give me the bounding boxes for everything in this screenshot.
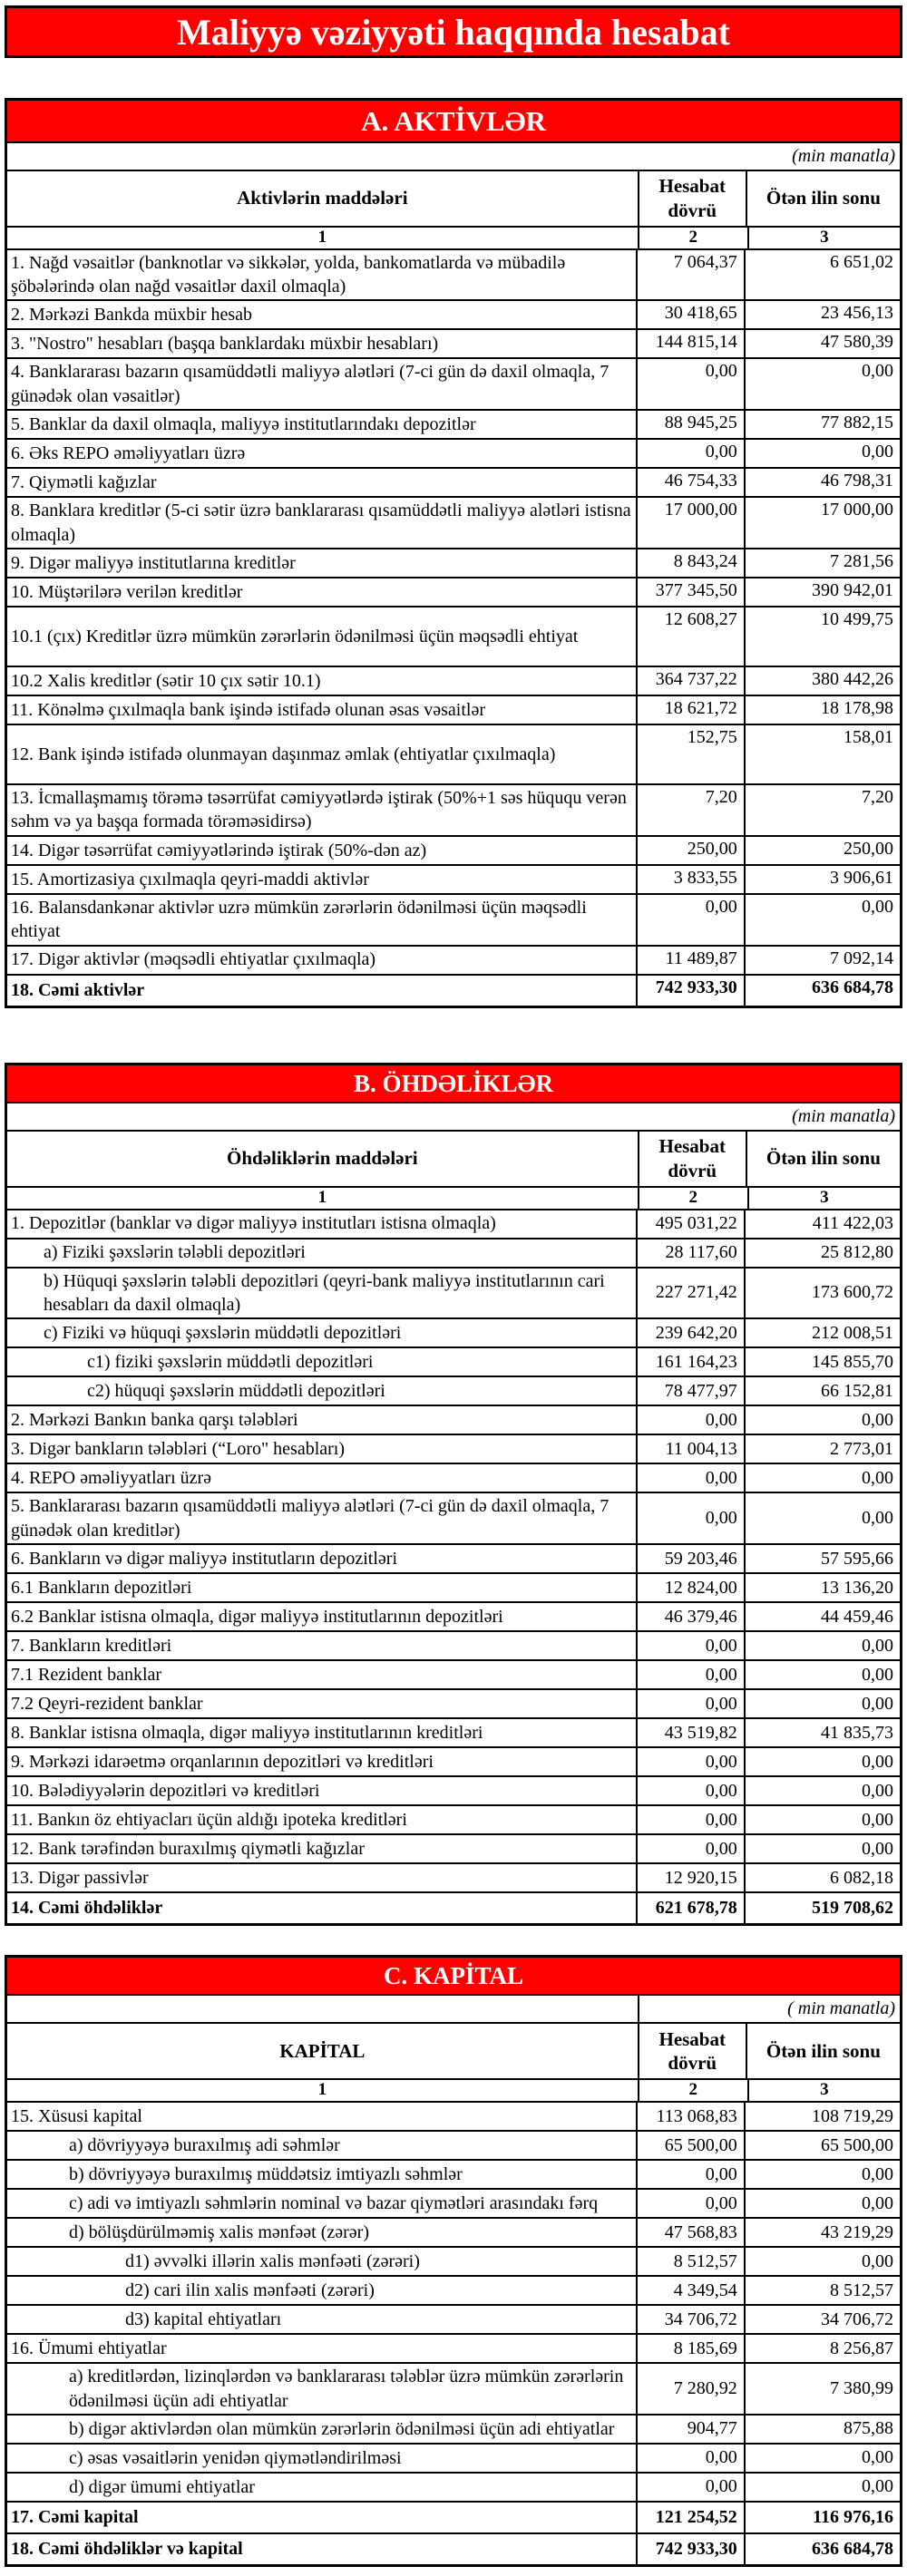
column-header-items: Öhdəliklərin maddələri — [7, 1132, 639, 1186]
table-row — [7, 2474, 900, 2503]
unit-row — [7, 1996, 900, 2024]
row-current-value: 621 678,78 — [638, 1893, 746, 1923]
row-current-value: 3 833,55 — [638, 866, 746, 893]
row-previous-value: 0,00 — [862, 2476, 893, 2497]
table-row — [7, 1835, 900, 1864]
table-row — [7, 1661, 900, 1690]
row-previous-value: 25 812,80 — [821, 1242, 893, 1263]
row-current-value: 8 185,69 — [638, 2335, 746, 2362]
row-previous-value: 3 906,61 — [830, 867, 893, 888]
row-label: 6. Bankların və digər maliyyə institutların depozitləri — [7, 1545, 638, 1572]
table-row — [7, 1269, 900, 1320]
row-label: 18. Cəmi aktivlər — [7, 976, 638, 1006]
row-current-value: 0,00 — [638, 1835, 746, 1862]
table-row — [7, 1493, 900, 1545]
row-previous-value: 7,20 — [862, 786, 893, 807]
row-label: 2. Mərkəzi Bankda müxbir hesab — [7, 301, 638, 328]
table-row — [7, 947, 900, 976]
row-current-value: 904,77 — [638, 2416, 746, 2443]
table-row — [7, 578, 900, 608]
section-assets — [5, 98, 902, 1008]
section-capital — [5, 1955, 902, 2567]
row-previous-value: 44 459,46 — [821, 1606, 893, 1627]
row-current-value: 742 933,30 — [638, 976, 746, 1006]
row-label: 15. Amortizasiya çıxılmaqla qeyri-maddi aktivlər — [7, 866, 638, 893]
row-previous-value: 77 882,15 — [821, 413, 893, 433]
row-previous-value: 17 000,00 — [821, 500, 893, 520]
table-row — [7, 250, 900, 302]
row-label: d) bölüşdürülməmiş xalis mənfəət (zərər) — [7, 2219, 638, 2246]
table-row — [7, 2190, 900, 2219]
row-current-value: 7,20 — [638, 785, 746, 835]
table-row — [7, 837, 900, 866]
row-current-value: 0,00 — [638, 1748, 746, 1775]
row-current-value: 4 349,54 — [638, 2277, 746, 2304]
table-row — [7, 498, 900, 549]
row-current-value: 8 843,24 — [638, 549, 746, 577]
table-row — [7, 1893, 900, 1923]
row-current-value: 65 500,00 — [638, 2132, 746, 2159]
column-number: 1 — [7, 228, 639, 248]
row-current-value: 8 512,57 — [638, 2248, 746, 2275]
row-label: 14. Cəmi öhdəliklər — [7, 1893, 638, 1923]
row-label: 14. Digər təsərrüfat cəmiyyətlərində iştirak (50%-dən az) — [7, 837, 638, 864]
row-label: 7. Qiymətli kağızlar — [7, 469, 638, 496]
row-previous-value: 18 178,98 — [821, 697, 893, 718]
row-previous-value: 0,00 — [862, 1409, 893, 1430]
row-previous-value: 0,00 — [862, 1693, 893, 1714]
row-label: 15. Xüsusi kapital — [7, 2103, 638, 2130]
row-previous-value: 7 281,56 — [830, 550, 893, 571]
row-current-value: 59 203,46 — [638, 1545, 746, 1572]
table-row — [7, 667, 900, 696]
column-number: 1 — [7, 2080, 639, 2101]
row-current-value: 28 117,60 — [638, 1239, 746, 1267]
table-row — [7, 440, 900, 469]
row-previous-value: 636 684,78 — [812, 977, 893, 997]
table-body — [7, 250, 900, 1006]
row-previous-value: 7 380,99 — [830, 2378, 893, 2399]
row-current-value: 0,00 — [638, 1493, 746, 1543]
row-label: 8. Banklara kreditlər (5-ci sətir üzrə banklararası qısamüddətli maliyyə alətləri istisna olmaqla) — [7, 498, 638, 548]
row-label: 7.1 Rezident banklar — [7, 1661, 638, 1688]
unit-label: ( min manatla) — [787, 1998, 895, 2019]
row-current-value: 18 621,72 — [638, 696, 746, 724]
row-previous-value: 7 092,14 — [830, 948, 893, 968]
table-row — [7, 2219, 900, 2248]
row-previous-value: 8 256,87 — [830, 2338, 893, 2358]
row-label: 5. Banklar da daxil olmaqla, maliyyə institutlarındakı depozitlər — [7, 411, 638, 438]
row-current-value: 0,00 — [638, 895, 746, 945]
row-label: d3) kapital ehtiyatları — [7, 2306, 638, 2333]
row-current-value: 30 418,65 — [638, 301, 746, 328]
row-label: 9. Mərkəzi idarəetmə orqanlarının depozitləri və kreditləri — [7, 1748, 638, 1775]
column-header-items: KAPİTAL — [7, 2024, 639, 2078]
row-label: 11. Könəlmə çıxılmaqla bank işində istifadə olunan əsas vəsaitlər — [7, 696, 638, 724]
row-current-value: 78 477,97 — [638, 1377, 746, 1405]
row-previous-value: 108 719,29 — [812, 2105, 893, 2126]
row-previous-value: 0,00 — [862, 1467, 893, 1488]
table-row — [7, 359, 900, 411]
row-previous-value: 0,00 — [862, 1751, 893, 1772]
row-current-value: 0,00 — [638, 1690, 746, 1717]
table-row — [7, 330, 900, 359]
table-row — [7, 2132, 900, 2161]
table-row — [7, 1210, 900, 1239]
column-number-row — [7, 228, 900, 250]
row-previous-value: 66 152,81 — [821, 1380, 893, 1401]
table-body — [7, 1210, 900, 1924]
row-previous-value: 0,00 — [862, 361, 893, 382]
row-label: c2) hüquqi şəxslərin müddətli depozitləri — [7, 1377, 638, 1405]
row-previous-value: 65 500,00 — [821, 2134, 893, 2155]
row-previous-value: 116 976,16 — [813, 2506, 893, 2527]
row-previous-value: 390 942,01 — [812, 579, 893, 600]
row-current-value: 0,00 — [638, 2474, 746, 2501]
row-previous-value: 0,00 — [862, 1664, 893, 1685]
row-current-value: 46 754,33 — [638, 469, 746, 496]
column-header-previous: Ötən ilin sonu — [766, 187, 881, 209]
column-number: 2 — [639, 2080, 749, 2101]
row-previous-value: 173 600,72 — [812, 1282, 893, 1303]
page-title: Maliyyə vəziyyəti haqqında hesabat — [176, 11, 731, 53]
row-current-value: 0,00 — [638, 2161, 746, 2188]
table-row — [7, 2534, 900, 2564]
row-previous-value: 57 595,66 — [821, 1548, 893, 1569]
row-label: 2. Mərkəzi Bankın banka qarşı tələbləri — [7, 1406, 638, 1434]
table-row — [7, 2416, 900, 2445]
row-label: d2) cari ilin xalis mənfəəti (zərəri) — [7, 2277, 638, 2304]
column-number-row — [7, 1188, 900, 1210]
row-current-value: 0,00 — [638, 1632, 746, 1659]
row-current-value: 0,00 — [638, 2445, 746, 2472]
row-previous-value: 47 580,39 — [821, 332, 893, 353]
row-previous-value: 0,00 — [862, 2192, 893, 2213]
table-row — [7, 2161, 900, 2190]
unit-label: (min manatla) — [792, 1105, 895, 1126]
column-number: 3 — [820, 1187, 829, 1207]
row-current-value: 11 004,13 — [638, 1435, 746, 1463]
table-header — [7, 171, 900, 228]
row-current-value: 88 945,25 — [638, 411, 746, 438]
row-previous-value: 43 219,29 — [821, 2221, 893, 2242]
row-current-value: 17 000,00 — [638, 498, 746, 548]
table-row — [7, 2445, 900, 2474]
row-previous-value: 10 499,75 — [821, 608, 893, 629]
row-label: 3. Digər bankların tələbləri (“Loro" hesabları) — [7, 1435, 638, 1463]
row-previous-value: 0,00 — [862, 1635, 893, 1656]
row-label: 8. Banklar istisna olmaqla, digər maliyyə institutlarının kreditləri — [7, 1719, 638, 1746]
table-row — [7, 1777, 900, 1806]
row-label: c) Fiziki və hüquqi şəxslərin müddətli depozitləri — [7, 1319, 638, 1346]
unit-row — [7, 1103, 900, 1132]
table-row — [7, 2364, 900, 2416]
table-row — [7, 1435, 900, 1464]
row-label: d1) əvvəlki illərin xalis mənfəəti (zərəri) — [7, 2248, 638, 2275]
table-row — [7, 1632, 900, 1661]
row-label: 6.1 Bankların depozitləri — [7, 1574, 638, 1601]
column-number: 2 — [639, 228, 749, 248]
table-row — [7, 469, 900, 498]
row-current-value: 12 920,15 — [638, 1864, 746, 1891]
row-previous-value: 8 512,57 — [830, 2280, 893, 2300]
table-row — [7, 608, 900, 667]
row-current-value: 152,75 — [638, 725, 746, 783]
row-label: 16. Balansdankənar aktivlər uzrə mümkün zərərlərin ödənilməsi üçün məqsədli ehtiyat — [7, 895, 638, 945]
column-header-previous: Ötən ilin sonu — [766, 1147, 881, 1170]
table-row — [7, 1719, 900, 1748]
table-row — [7, 2103, 900, 2132]
row-current-value: 0,00 — [638, 440, 746, 467]
row-previous-value: 0,00 — [862, 2250, 893, 2271]
row-current-value: 43 519,82 — [638, 1719, 746, 1746]
row-label: b) dövriyyəyə buraxılmış müddətsiz imtiyazlı səhmlər — [7, 2161, 638, 2188]
row-previous-value: 636 684,78 — [812, 2538, 893, 2559]
table-row — [7, 1348, 900, 1377]
column-header-current: Hesabat dövrü — [639, 2024, 747, 2078]
row-label: 7.2 Qeyri-rezident banklar — [7, 1690, 638, 1717]
table-row — [7, 1574, 900, 1603]
table-row — [7, 1690, 900, 1719]
row-label: 1. Depozitlər (banklar və digər maliyyə institutları istisna olmaqla) — [7, 1210, 638, 1238]
row-current-value: 144 815,14 — [638, 330, 746, 357]
table-row — [7, 1806, 900, 1835]
column-header-current: Hesabat dövrü — [639, 1132, 747, 1186]
row-current-value: 0,00 — [638, 1777, 746, 1804]
section-liabilities — [5, 1063, 902, 1927]
row-label: a) dövriyyəyə buraxılmış adi səhmlər — [7, 2132, 638, 2159]
row-label: 10. Müştərilərə verilən kreditlər — [7, 578, 638, 606]
row-current-value: 742 933,30 — [638, 2534, 746, 2564]
row-current-value: 0,00 — [638, 359, 746, 409]
row-current-value: 7 064,37 — [638, 250, 746, 300]
row-previous-value: 380 442,26 — [812, 668, 893, 689]
row-label: 6. Əks REPO əməliyyatları üzrə — [7, 440, 638, 467]
table-row — [7, 1864, 900, 1893]
row-current-value: 121 254,52 — [638, 2503, 746, 2532]
section-liabilities-header: B. ÖHDƏLİKLƏR — [7, 1065, 900, 1103]
column-number: 3 — [820, 227, 829, 247]
row-label: 6.2 Banklar istisna olmaqla, digər maliyyə institutlarının depozitləri — [7, 1603, 638, 1630]
table-row — [7, 1239, 900, 1269]
row-previous-value: 2 773,01 — [830, 1438, 893, 1459]
row-previous-value: 0,00 — [862, 1508, 893, 1529]
table-row — [7, 2335, 900, 2364]
row-label: a) kreditlərdən, lizinqlərdən və banklararası tələblər üzrə mümkün zərərlərin ödənilməsi üçün adi ehtiyatlar — [7, 2364, 638, 2414]
row-current-value: 227 271,42 — [638, 1269, 746, 1318]
table-row — [7, 1748, 900, 1777]
row-previous-value: 212 008,51 — [812, 1322, 893, 1343]
table-row — [7, 725, 900, 785]
row-previous-value: 34 706,72 — [821, 2309, 893, 2329]
column-header-previous: Ötən ilin sonu — [766, 2039, 881, 2062]
row-label: 1. Nağd vəsaitlər (banknotlar və sikkələr, yolda, bankomatlarda və mübadilə şöbələrində olan nağd vəsaitlər daxil olmaqla) — [7, 250, 638, 300]
row-current-value: 12 824,00 — [638, 1574, 746, 1601]
row-current-value: 113 068,83 — [638, 2103, 746, 2130]
row-previous-value: 6 651,02 — [830, 251, 893, 272]
row-current-value: 0,00 — [638, 2190, 746, 2217]
table-row — [7, 1464, 900, 1493]
row-label: 10. Bələdiyyələrin depozitləri və kreditləri — [7, 1777, 638, 1804]
row-previous-value: 0,00 — [862, 2163, 893, 2184]
column-header-current: Hesabat dövrü — [639, 171, 747, 226]
row-previous-value: 0,00 — [862, 896, 893, 917]
table-row — [7, 1319, 900, 1348]
row-previous-value: 41 835,73 — [821, 1722, 893, 1743]
table-header — [7, 2024, 900, 2080]
column-number: 3 — [820, 2080, 829, 2100]
row-current-value: 46 379,46 — [638, 1603, 746, 1630]
table-header — [7, 1132, 900, 1188]
row-previous-value: 0,00 — [862, 1780, 893, 1801]
row-current-value: 12 608,27 — [638, 608, 746, 666]
table-row — [7, 1603, 900, 1632]
report-title-banner — [5, 5, 902, 58]
table-row — [7, 1406, 900, 1435]
column-header-items: Aktivlərin maddələri — [7, 171, 639, 226]
row-previous-value: 411 422,03 — [812, 1213, 893, 1234]
row-previous-value: 519 708,62 — [812, 1898, 893, 1919]
row-label: 16. Ümumi ehtiyatlar — [7, 2335, 638, 2362]
row-previous-value: 0,00 — [862, 1809, 893, 1830]
table-row — [7, 1545, 900, 1574]
row-current-value: 239 642,20 — [638, 1319, 746, 1346]
table-row — [7, 2277, 900, 2306]
row-label: 17. Digər aktivlər (məqsədli ehtiyatlar çıxılmaqla) — [7, 947, 638, 974]
row-current-value: 377 345,50 — [638, 578, 746, 606]
row-previous-value: 875,88 — [844, 2418, 893, 2439]
row-label: 18. Cəmi öhdəliklər və kapital — [7, 2534, 638, 2564]
row-label: a) Fiziki şəxslərin tələbli depozitləri — [7, 1239, 638, 1267]
table-row — [7, 1377, 900, 1406]
row-previous-value: 6 082,18 — [830, 1867, 893, 1888]
table-body — [7, 2103, 900, 2564]
row-label: 4. Banklararası bazarın qısamüddətli maliyyə alətləri (7-ci gün də daxil olmaqla, 7 günədək olan vəsaitlər) — [7, 359, 638, 409]
section-capital-header: C. KAPİTAL — [7, 1958, 900, 1996]
table-row — [7, 411, 900, 440]
unit-row — [7, 143, 900, 171]
row-current-value: 7 280,92 — [638, 2364, 746, 2414]
row-label: 4. REPO əməliyyatları üzrə — [7, 1464, 638, 1492]
row-label: 10.1 (çıx) Kreditlər üzrə mümkün zərərlərin ödənilməsi üçün məqsədli ehtiyat — [7, 608, 638, 666]
row-current-value: 0,00 — [638, 1406, 746, 1434]
row-previous-value: 0,00 — [862, 2447, 893, 2468]
row-previous-value: 13 136,20 — [821, 1577, 893, 1598]
row-current-value: 364 737,22 — [638, 667, 746, 695]
row-label: d) digər ümumi ehtiyatlar — [7, 2474, 638, 2501]
row-label: 13. İcmallaşmamış törəmə təsərrüfat cəmiyyətlərdə iştirak (50%+1 səs hüququ verən səhm və ya başqa formada törəməsidirsə) — [7, 785, 638, 835]
row-previous-value: 0,00 — [862, 442, 893, 462]
row-current-value: 0,00 — [638, 1806, 746, 1833]
row-current-value: 34 706,72 — [638, 2306, 746, 2333]
row-label: 5. Banklararası bazarın qısamüddətli maliyyə alətləri (7-ci gün də daxil olmaqla, 7 günədək olan kreditlər) — [7, 1493, 638, 1543]
table-row — [7, 2248, 900, 2277]
row-previous-value: 158,01 — [844, 726, 893, 747]
row-label: 17. Cəmi kapital — [7, 2503, 638, 2532]
section-assets-header: A. AKTİVLƏR — [7, 101, 900, 143]
row-current-value: 0,00 — [638, 1661, 746, 1688]
row-label: c) adi və imtiyazlı səhmlərin nominal və bazar qiymətləri arasındakı fərq — [7, 2190, 638, 2217]
row-previous-value: 23 456,13 — [821, 303, 893, 324]
row-current-value: 0,00 — [638, 1464, 746, 1492]
row-previous-value: 250,00 — [844, 838, 893, 859]
row-label: b) Hüquqi şəxslərin tələbli depozitləri (qeyri-bank maliyyə institutlarının cari hesabları da daxil olmaqla) — [7, 1269, 638, 1318]
row-previous-value: 145 855,70 — [812, 1351, 893, 1372]
table-row — [7, 895, 900, 947]
row-previous-value: 46 798,31 — [821, 471, 893, 491]
row-label: 10.2 Xalis kreditlər (sətir 10 çıx sətir 10.1) — [7, 667, 638, 695]
column-number-row — [7, 2080, 900, 2103]
column-number: 2 — [639, 1188, 749, 1209]
row-label: c1) fiziki şəxslərin müddətli depozitləri — [7, 1348, 638, 1375]
table-row — [7, 696, 900, 725]
unit-label: (min manatla) — [792, 145, 895, 166]
table-row — [7, 549, 900, 578]
table-row — [7, 866, 900, 895]
row-label: c) əsas vəsaitlərin yenidən qiymətləndirilməsi — [7, 2445, 638, 2472]
table-row — [7, 976, 900, 1006]
row-current-value: 250,00 — [638, 837, 746, 864]
row-current-value: 47 568,83 — [638, 2219, 746, 2246]
row-label: 11. Bankın öz ehtiyacları üçün aldığı ipoteka kreditləri — [7, 1806, 638, 1833]
row-label: 7. Bankların kreditləri — [7, 1632, 638, 1659]
row-label: 9. Digər maliyyə institutlarına kreditlər — [7, 549, 638, 577]
row-label: 3. "Nostro" hesabları (başqa banklardakı müxbir hesabları) — [7, 330, 638, 357]
row-previous-value: 0,00 — [862, 1838, 893, 1859]
table-row — [7, 785, 900, 837]
table-row — [7, 2503, 900, 2534]
row-current-value: 11 489,87 — [638, 947, 746, 974]
table-row — [7, 301, 900, 330]
column-number: 1 — [7, 1188, 639, 1209]
row-label: 12. Bank tərəfindən buraxılmış qiymətli kağızlar — [7, 1835, 638, 1862]
row-label: 13. Digər passivlər — [7, 1864, 638, 1891]
row-label: 12. Bank işində istifadə olunmayan daşınmaz əmlak (ehtiyatlar çıxılmaqla) — [7, 725, 638, 783]
row-label: b) digər aktivlərdən olan mümkün zərərlərin ödənilməsi üçün adi ehtiyatlar — [7, 2416, 638, 2443]
row-current-value: 495 031,22 — [638, 1210, 746, 1238]
table-row — [7, 2306, 900, 2335]
row-current-value: 161 164,23 — [638, 1348, 746, 1375]
